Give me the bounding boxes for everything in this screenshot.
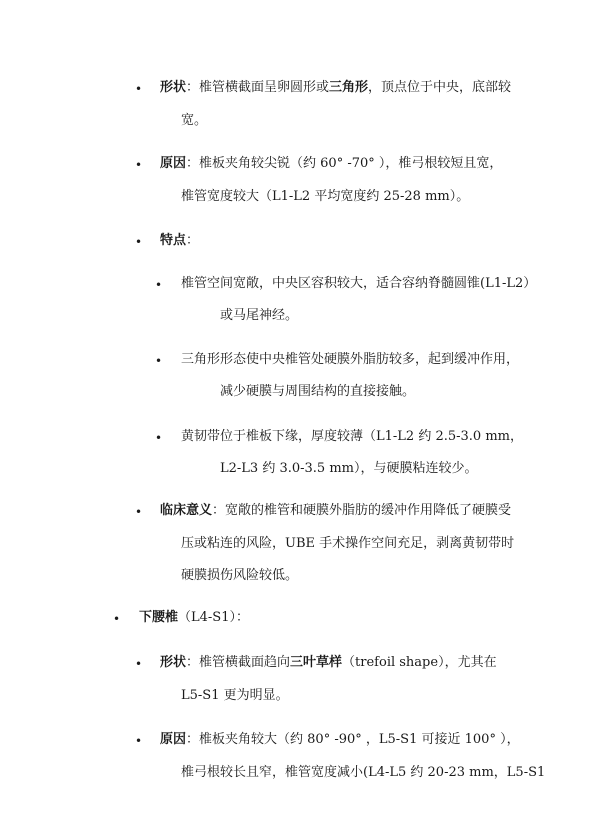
paragraph-line: 原因：椎板夹角较尖锐（约 60° -70° ），椎弓根较短且宽， — [160, 156, 503, 171]
term-label: 原因 — [160, 732, 187, 747]
paragraph-line: 三角形形态使中央椎管处硬膜外脂肪较多，起到缓冲作用， — [181, 352, 520, 367]
paragraph-line: 黄韧带位于椎板下缘，厚度较薄（L1-L2 约 2.5-3.0 mm， — [181, 429, 523, 444]
paragraph-line: 硬膜损伤风险较低。 — [181, 568, 299, 583]
paragraph-line: L2-L3 约 3.0-3.5 mm），与硬膜粘连较少。 — [220, 461, 478, 476]
bullet: • — [135, 657, 143, 671]
paragraph-line: L5-S1 更为明显。 — [181, 688, 289, 703]
paragraph-line: 宽。 — [181, 113, 208, 128]
term-label: 特点 — [160, 233, 187, 248]
paragraph-line: 椎管宽度较大（L1-L2 平均宽度约 25-28 mm）。 — [181, 189, 470, 204]
section-heading: 下腰椎（L4-S1）： — [139, 610, 249, 625]
term-label: 形状 — [160, 655, 187, 670]
paragraph-line: 形状：椎管横截面趋向三叶草样（trefoil shape），尤其在 — [160, 655, 497, 670]
bullet: • — [135, 82, 143, 96]
sub-bullet: • — [155, 278, 163, 292]
section-bullet: • — [113, 612, 121, 626]
sub-bullet: • — [155, 431, 163, 445]
bullet: • — [135, 505, 143, 519]
paragraph-line: 椎弓根较长且窄，椎管宽度减小(L4-L5 约 20-23 mm，L5-S1 — [181, 765, 546, 780]
bullet: • — [135, 235, 143, 249]
bullet: • — [135, 734, 143, 748]
paragraph-line: 压或粘连的风险，UBE 手术操作空间充足，剥离黄韧带时 — [181, 536, 515, 551]
paragraph-line: 原因：椎板夹角较大（约 80° -90° ，L5-S1 可接近 100° ）， — [160, 732, 520, 747]
term-label: 原因 — [160, 156, 187, 171]
paragraph-line: 临床意义：宽敞的椎管和硬膜外脂肪的缓冲作用降低了硬膜受 — [160, 503, 512, 518]
paragraph-line: 椎管空间宽敞，中央区容积较大，适合容纳脊髓圆锥(L1-L2） — [181, 276, 537, 291]
term-label: 形状 — [160, 80, 187, 95]
paragraph-line: 形状：椎管横截面呈卵圆形或三角形，顶点位于中央，底部较 — [160, 80, 512, 95]
paragraph-line: 或马尾神经。 — [220, 308, 299, 323]
term-label: 临床意义 — [160, 503, 213, 518]
paragraph-line: 减少硬膜与周围结构的直接接触。 — [220, 384, 416, 399]
paragraph-line: 特点： — [160, 233, 200, 248]
bullet: • — [135, 158, 143, 172]
sub-bullet: • — [155, 354, 163, 368]
